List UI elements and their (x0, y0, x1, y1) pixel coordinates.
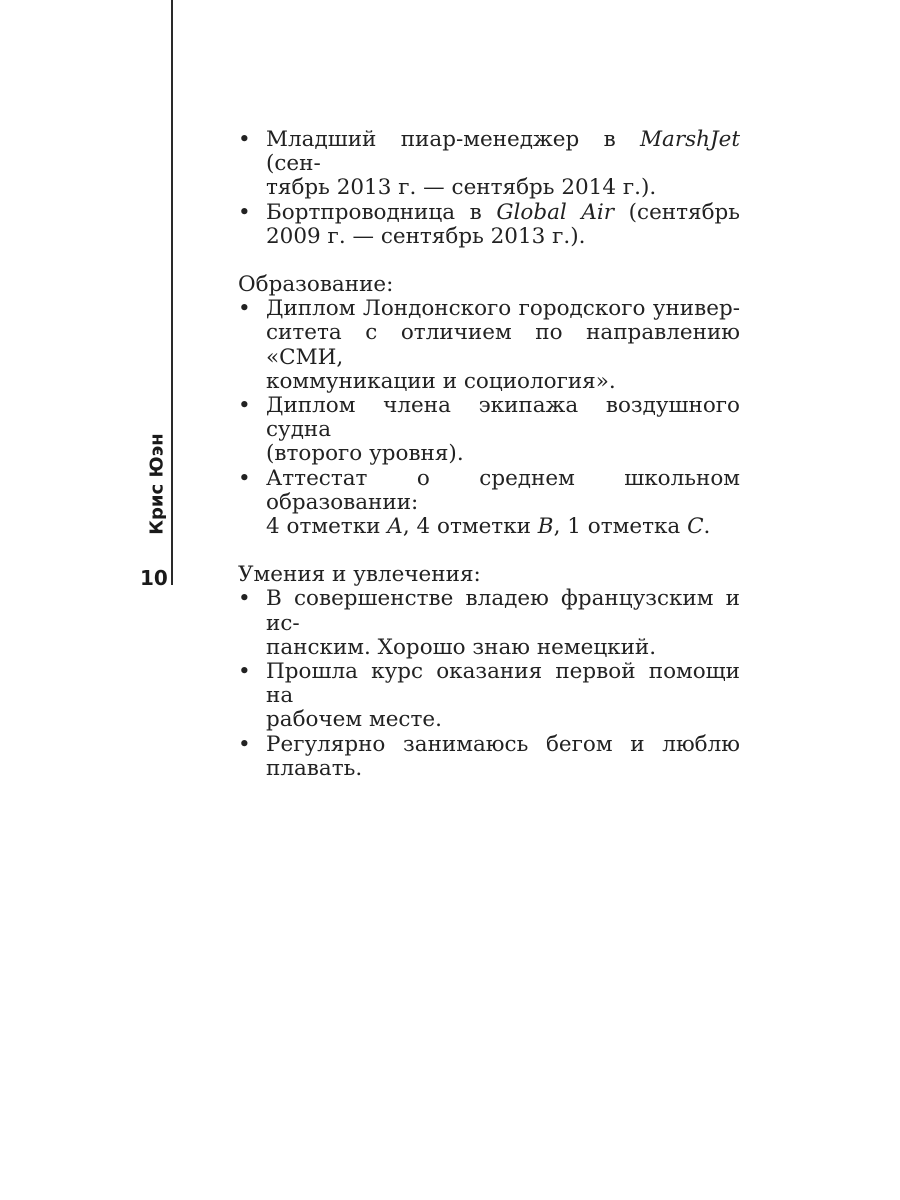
list-item (238, 733, 740, 781)
bullet: • (238, 127, 251, 152)
experience-list (238, 128, 740, 249)
item-line: Диплом Лондонского городского универ- (266, 296, 740, 322)
running-head-author: Крис Юэн (146, 433, 168, 535)
item-line: Диплом члена экипажа воздушного судна (266, 393, 740, 443)
item-line: Прошла курс оказания первой помощи на (266, 659, 740, 709)
company-name: MarshJet (640, 127, 740, 152)
item-line: панским. Хорошо знаю немецкий. (266, 634, 657, 660)
item-line (266, 128, 740, 176)
list-item (238, 201, 740, 249)
item-line (266, 515, 740, 539)
company-name: Global Air (496, 199, 615, 225)
list-item (238, 297, 740, 394)
item-line: коммуникации и социология». (266, 368, 616, 394)
list-item (238, 128, 740, 201)
margin-rule (171, 0, 173, 585)
item-text: , 4 отметки (402, 514, 538, 540)
item-line: Регулярно занимаюсь бегом и люблю плавать. (266, 731, 740, 781)
bullet: • (238, 465, 251, 491)
item-line: 2009 г. — сентябрь 2013 г.). (266, 223, 586, 249)
item-text: Младший пиар-менеджер в (266, 127, 641, 152)
education-section (238, 273, 740, 539)
skills-section (238, 563, 740, 781)
section-heading: Умения и увлечения: (238, 562, 481, 588)
item-line: Аттестат о среднем школьном образовании: (266, 465, 740, 515)
bullet: • (238, 296, 251, 322)
list-item (238, 660, 740, 733)
bullet: • (238, 586, 251, 612)
item-line: ситета с отличием по направлению «СМИ, (266, 320, 740, 370)
item-line: (второго уровня). (266, 441, 464, 467)
list-item (238, 394, 740, 467)
item-line (266, 201, 740, 225)
list-item (238, 587, 740, 660)
item-text: , 1 отметка (553, 514, 688, 540)
item-line: рабочем месте. (266, 707, 442, 733)
skills-list (238, 587, 740, 781)
page-number: 10 (140, 566, 168, 590)
grade-letter: A (387, 514, 403, 540)
page-body (238, 128, 740, 781)
list-item (238, 467, 740, 540)
bullet: • (238, 393, 251, 419)
grade-letter: B (537, 514, 554, 540)
item-text: (сен- (266, 151, 321, 177)
bullet: • (238, 659, 251, 685)
item-text: Бортпроводница в (266, 199, 497, 225)
bullet: • (238, 199, 251, 225)
education-list (238, 297, 740, 539)
section-heading: Образование: (238, 272, 394, 298)
item-text: (сентябрь (614, 199, 741, 225)
item-line: В совершенстве владею французским и ис- (266, 586, 740, 636)
item-line: тябрь 2013 г. — сентябрь 2014 г.). (266, 175, 657, 201)
item-text: 4 отметки (266, 514, 388, 540)
bullet: • (238, 731, 251, 757)
item-text: . (703, 514, 711, 540)
grade-letter: C (687, 514, 704, 540)
